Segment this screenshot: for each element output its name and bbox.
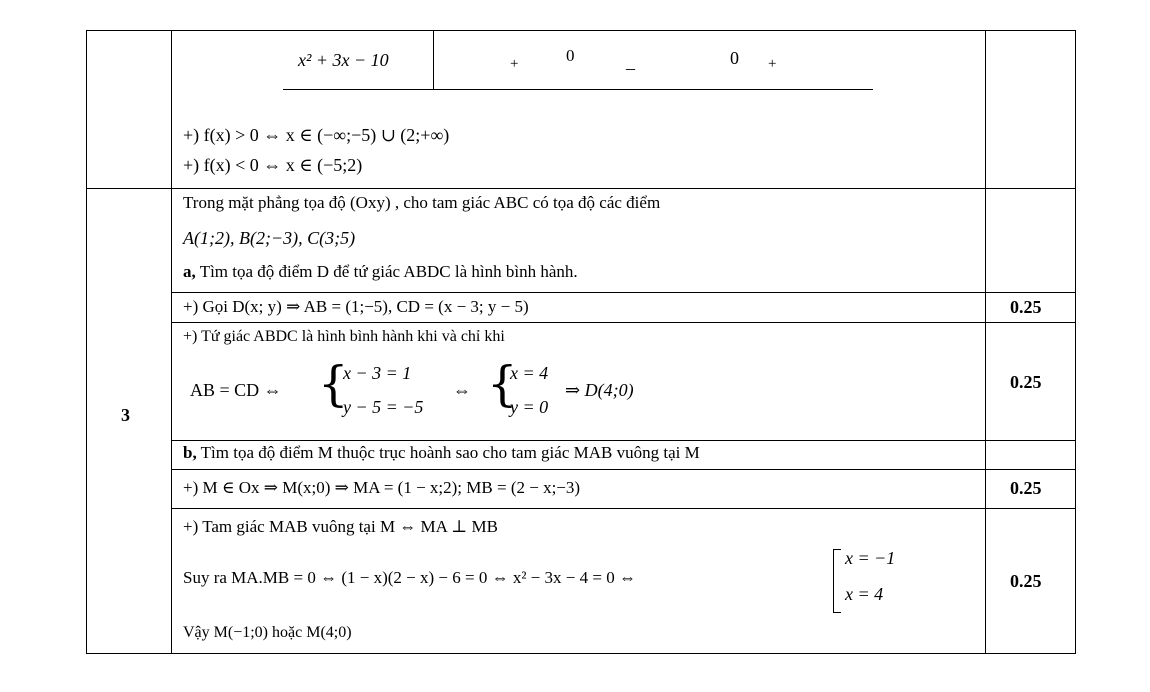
table-col2-border <box>985 30 986 654</box>
intro-line-1: Trong mặt phẳng tọa độ (Oxy) , cho tam giác ABC có tọa độ các điểm <box>183 193 661 212</box>
part-a-label: a, <box>183 262 196 281</box>
sign-minus: – <box>626 58 635 78</box>
a-step-1: +) Gọi D(x; y) ⇒ AB = (1;−5), CD = (x − 3; y − 5) <box>183 297 529 316</box>
sign-zero-2: 0 <box>730 48 739 68</box>
part-b-label: b, <box>183 443 197 462</box>
a-step-2-lhs: AB = CD ⇔ <box>190 380 282 400</box>
sign-zero-1: 0 <box>566 46 575 65</box>
a-result: ⇒ D(4;0) <box>565 380 634 400</box>
score-a2: 0.25 <box>1010 372 1042 392</box>
intro-line-2: A(1;2), B(2;−3), C(3;5) <box>183 228 356 248</box>
table-bottom-border <box>86 653 1076 654</box>
table-left-border <box>86 30 87 654</box>
table-top-border <box>86 30 1076 31</box>
part-b-heading <box>183 443 700 463</box>
part-a-text: Tìm tọa độ điểm D để tứ giác ABDC là hình bình hành. <box>195 262 578 281</box>
solution-bracket <box>833 549 841 613</box>
system2-eq2: y = 0 <box>510 397 549 417</box>
row-divider-a1 <box>171 292 1076 293</box>
part-b-text: Tìm tọa độ điểm M thuộc trục hoành sao cho tam giác MAB vuông tại M <box>196 443 700 462</box>
f-negative-line: +) f(x) < 0 ⇔ x ∈ (−5;2) <box>183 155 363 175</box>
solution-1: x = −1 <box>845 548 896 568</box>
system1-eq2: y − 5 = −5 <box>343 397 424 417</box>
system2-brace: { <box>487 356 518 412</box>
system1-brace: { <box>318 356 349 412</box>
part-a-heading <box>183 262 578 282</box>
score-b2: 0.25 <box>1010 571 1042 591</box>
sign-table-expr: x² + 3x − 10 <box>298 50 389 70</box>
table-col1-border <box>171 30 172 654</box>
solution-2: x = 4 <box>845 584 884 604</box>
sign-table-bottom <box>283 89 873 90</box>
sign-plus-2: + <box>768 56 777 72</box>
sign-plus-1: + <box>510 56 519 72</box>
table-right-border <box>1075 30 1076 654</box>
score-b1: 0.25 <box>1010 478 1042 498</box>
f-positive-line: +) f(x) > 0 ⇔ x ∈ (−∞;−5) ∪ (2;+∞) <box>183 125 450 145</box>
row-divider-b2 <box>171 508 1076 509</box>
question-number: 3 <box>121 405 130 425</box>
system-equiv-arrow: ⇔ <box>453 380 471 400</box>
row-divider-a2 <box>171 322 1076 323</box>
b-step-3: Suy ra MA.MB = 0 ⇔ (1 − x)(2 − x) − 6 = 0 ⇔ x² − 3x − 4 = 0 ⇔ <box>183 568 636 587</box>
row-divider-b1 <box>171 469 1076 470</box>
system2-eq1: x = 4 <box>510 363 549 383</box>
b-step-2: +) Tam giác MAB vuông tại M ⇔ MA ⊥ MB <box>183 517 498 536</box>
row-divider-part3 <box>86 188 1076 189</box>
a-step-2-intro: +) Tứ giác ABDC là hình bình hành khi và chỉ khi <box>183 328 505 345</box>
b-step-1: +) M ∈ Ox ⇒ M(x;0) ⇒ MA = (1 − x;2); MB = (2 − x;−3) <box>183 478 581 497</box>
row-divider-b <box>171 440 1076 441</box>
system1-eq1: x − 3 = 1 <box>343 363 412 383</box>
score-a1: 0.25 <box>1010 297 1042 317</box>
sign-table-divider <box>433 30 434 89</box>
b-conclusion: Vậy M(−1;0) hoặc M(4;0) <box>183 624 352 641</box>
